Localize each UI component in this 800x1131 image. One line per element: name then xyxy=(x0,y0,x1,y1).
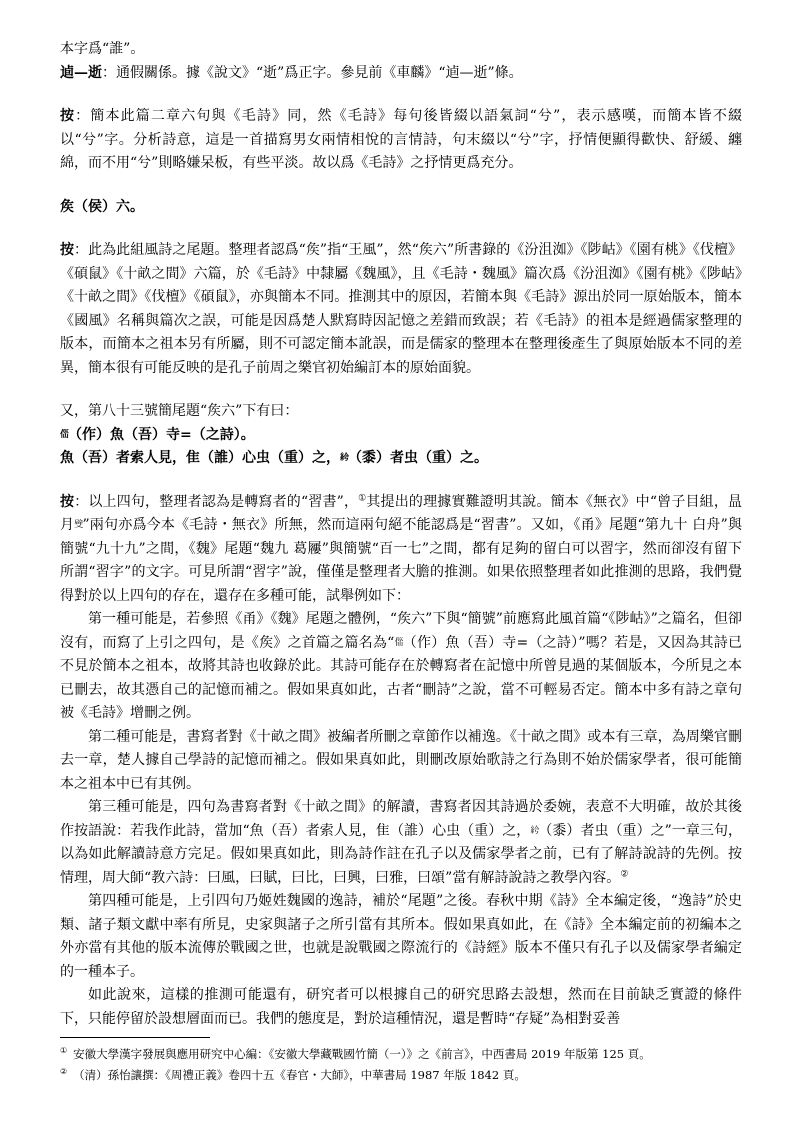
paragraph-9-b: （作）魚（吾）寺=（之詩）”嗎？若是，又因為其詩已不見於簡本之祖本，故將其詩也收錄於此。其詩可能存在於轉寫者在記憶中所曾見過的某個版本，今所見之本已刪去，故其憑自己的記憶而補之。假如果真如此，古者“刪詩”之說，當不可輕易否定。簡本中多有詩之章句被《毛詩》增刪之例。 xyxy=(60,634,742,721)
quoted-line-1 xyxy=(60,424,742,448)
paragraph-13: 如此說來，這樣的推測可能還有，研究者可以根據自己的研究思路去設想，然而在目前缺乏實證的條件下，只能停留於設想層面而已。我們的態度是，對於這種情況，還是暫時“存疑”為相對妥善 xyxy=(60,987,742,1027)
section-heading: 矦（侯）六。 xyxy=(60,198,144,215)
quoted-line-2 xyxy=(60,447,742,471)
paragraph-11-a: 第三種可能是，四句為書寫者對《十畝之間》的解讀，書寫者因其詩過於委婉，表意不大明確，故於其後作按語說：若我作此詩，當加“魚（吾）者索人見，隹（誰）心虫（重）之， xyxy=(60,799,742,839)
term-label: 逌—逝 xyxy=(60,64,102,81)
quoted-line-1-text: （作）魚（吾）寺=（之詩）。 xyxy=(68,426,255,443)
quoted-line-2-b: （黍）者虫（重）之。 xyxy=(348,450,489,466)
paragraph-10: 第二種可能是，書寫者對《十畝之間》被編者所刪之章節作以補逸。《十畝之間》或本有三章，為周樂官刪去一章，楚人據自己學詩的記憶而補之。假如果真如此，則刪改原始歌詩之行為則不始於儒家學者，很可能簡本之祖本中已有其例。 xyxy=(60,728,742,792)
footnote-ref-2[interactable]: ② xyxy=(620,868,629,879)
quoted-line-2-a: 魚（吾）者索人見，隹（誰）心虫（重）之， xyxy=(60,450,340,466)
note-label: 按 xyxy=(60,108,76,124)
note-label: 按 xyxy=(60,493,75,510)
paragraph-2 xyxy=(60,62,742,86)
rare-glyph: 㑎 xyxy=(60,429,69,440)
paragraph-11-b: （黍）者虫（重）之”一章三句，以為如此解讀詩意方完足。假如果真如此，則為詩作註在孔子以及儒家學者之前，已有了解詩說詩的先例。按情理，周大師“教六詩：曰風，曰賦，曰比，曰興，曰雅，曰頌”當有解詩說詩之教學內容。 xyxy=(60,822,742,886)
paragraph-3 xyxy=(60,105,742,176)
rare-glyph: 㑎 xyxy=(394,637,403,648)
note-label: 按 xyxy=(60,242,75,258)
paragraph-8-a: ：以上四句，整理者認為是轉寫者的“習書”， xyxy=(74,493,359,510)
footnote-mark: ① xyxy=(60,1046,68,1056)
paragraph-2-body: ：通假關係。據《說文》“逝”爲正字。參見前《車麟》“逌—逝”條。 xyxy=(102,64,523,81)
paragraph-3-body: ：簡本此篇二章六句與《毛詩》同，然《毛詩》每句後皆綴以語氣詞“兮”，表示感嘆，而簡本皆不綴以“兮”字。分析詩意，這是一首描寫男女兩情相悅的言情詩，句末綴以“兮”字，抒情便顯得歡快、舒緩、纏綿，而不用“兮”則略嫌呆板，有些平淡。故以爲《毛詩》之抒情更爲充分。 xyxy=(60,108,743,171)
paragraph-8-c: ”兩句亦爲今本《毛詩・無衣》所無，然而這兩句絕不能認爲是“習書”。又如，《甬》尾題“第九十 白舟”與簡號“九十九”之間，《魏》尾題“魏九 葛屨”與簡號“百一七”之間，都有足夠的留白可以習字，然而卻沒有留下所謂“習字”的文字。可見所謂“習字”說，僅僅是整理者大膽的推測。如果依照整理者如此推測的思路，我們覺得對於以上四句的存在，還存在多種可能，試舉例如下： xyxy=(60,517,742,604)
rare-glyph: 𥿐 xyxy=(340,453,349,463)
footnote-text: 安徽大學漢字發展與應用研究中心編：《安徽大學藏戰國竹簡（一）》之《前言》，中西書局 2019 年版第 125 頁。 xyxy=(73,1047,651,1061)
paragraph-9-a: 第一種可能是，若參照《甬》《魏》尾題之體例，“矦六”下與“簡號”前應寫此風首篇“《陟岵》”之篇名，但卻沒有，而寫了上引之四句，是《矦》之首篇之篇名為“ xyxy=(60,611,742,651)
paragraph-1: 本字爲“誰”。 xyxy=(60,41,145,57)
paragraph-8 xyxy=(60,491,742,609)
rare-glyph: 䢃 xyxy=(74,520,83,530)
rare-glyph: 𥿐 xyxy=(530,825,539,836)
footnote-divider xyxy=(60,1037,210,1038)
footnote-1 xyxy=(60,1044,742,1065)
paragraph-5: 又，第八十三號簡尾題“矦六”下有曰： xyxy=(60,403,299,419)
paragraph-4-body: ：此為此組風詩之尾題。整理者認爲“矦”指“王風”，然“矦六”所書錄的《汾沮洳》《陟岵》《園有桃》《伐檀》《碩鼠》《十畝之間》六篇，於《毛詩》中隸屬《魏風》，且《毛詩・魏風》篇次爲《汾沮洳》《園有桃》《陟岵》《十畝之間》《伐檀》《碩鼠》，亦與簡本不同。推測其中的原因，若簡本與《毛詩》源出於同一原始版本，簡本《國風》名稱與篇次之誤，可能是因爲楚人默寫時因記憶之差錯而致誤；若《毛詩》的祖本是經過儒家整理的版本，而簡本之祖本另有所屬，則不可認定簡本訛誤，而是儒家的整理本在整理後產生了與原始版本不同的差異，簡本很有可能反映的是孔子前周之樂官初始編訂本的原始面貌。 xyxy=(60,242,742,376)
footnote-ref-1[interactable]: ① xyxy=(358,492,367,503)
footnote-2 xyxy=(60,1065,742,1086)
paragraph-8-b: 其提出的理據實難證明其說。簡本《無衣》中“曾子目組，昷月 xyxy=(60,493,743,533)
paragraph-11 xyxy=(60,796,742,890)
footnotes xyxy=(60,1037,742,1086)
footnote-text: （清）孫怡讓撰：《周禮正義》卷四十五《春官・大師》，中華書局 1987 年版 1842 頁。 xyxy=(73,1068,526,1082)
footnote-mark: ② xyxy=(60,1067,68,1077)
paragraph-12: 第四種可能是，上引四句乃姬姓魏國的逸詩，補於“尾題”之後。春秋中期《詩》全本編定後，“逸詩”於史類、諸子類文獻中率有所見，史家與諸子之所引當有其所本。假如果真如此，在《詩》全本編定前的初編本之外亦當有其他的版本流傳於戰國之世，也就是說戰國之際流行的《詩經》版本不僅只有孔子以及儒家學者編定的一種本子。 xyxy=(60,893,742,980)
paragraph-4 xyxy=(60,239,742,380)
paragraph-9 xyxy=(60,608,742,726)
